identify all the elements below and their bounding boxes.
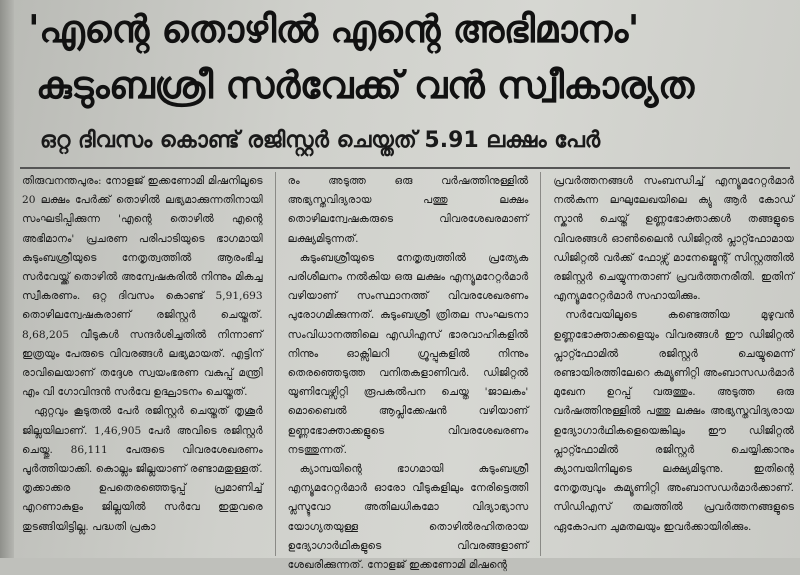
column-2	[287, 172, 529, 572]
headline-line-2: കുടുംബശ്രീ സർവേക്ക് വൻ സ്വീകാര്യത	[36, 63, 694, 107]
col2-paragraph-2: കുടുംബശ്രീയുടെ നേതൃത്വത്തിൽ പ്രത്യേക പരിശീലനം നൽകിയ ഒരു ലക്ഷം എന്യൂമറേറ്റർമാർ വഴിയാണ് സംസ്ഥാനത്ത് വിവരശേഖരണം പുരോഗമിക്കുന്നത്. കുടുംബശ്രീ ത്രിതല സംഘടനാ സംവിധാനത്തിലെ എഡിഎസ് ഭാരവാഹികളിൽ നിന്നും ഓക്സിലറി ഗ്രൂപ്പുകളിൽ നിന്നും തെരഞ്ഞെടുത്ത വനിതകളാണിവർ. ഡിജിറ്റൽ യൂണിവേഴ്സിറ്റി രൂപകൽപന ചെയ്ത 'ജാലകം' മൊബൈൽ ആപ്ലിക്കേഷൻ വഴിയാണ് ഉണ്ണഭോക്താക്കളുടെ വിവരശേഖരണം നടത്തുന്നത്.	[287, 251, 529, 456]
col1-paragraph-1: തിരുവനന്തപുരം: നോളജ് ഇക്കണോമി മിഷനിലൂടെ 20 ലക്ഷം പേർക്ക് തൊഴിൽ ലഭ്യമാക്കുന്നതിനായി സംഘടിപ്പിക്കുന്ന 'എന്റെ തൊഴിൽ എന്റെ അഭിമാനം' പ്രചരണ പരിപാടിയുടെ ഭാഗമായി കുടുംബശ്രീയുടെ നേതൃത്വത്തിൽ ആരംഭിച്ച സർവേയ്ക്ക് തൊഴിൽ അന്വേഷകരിൽ നിന്നും മികച്ച സ്വീകരണം. ഒറ്റ ദിവസം കൊണ്ട് 5,91,693 തൊഴിലന്വേഷകരാണ് രജിസ്റ്റർ ചെയ്തത്. 8,68,205 വീടുകൾ സന്ദർശിച്ചതിൽ നിന്നാണ് ഇത്രയും പേരുടെ വിവരങ്ങൾ ലഭ്യമായത്. എട്ടിന് രാവിലെയാണ് തദ്ദേശ സ്വയംഭരണ വകുപ്പ് മന്ത്രി എം വി ഗോവിന്ദൻ സർവേ ഉദ്ഘാടനം ചെയ്തത്.	[22, 175, 263, 399]
col3-paragraph-2: സർവേയിലൂടെ കണ്ടെത്തിയ മുഴുവൻ ഉണ്ണഭോക്താക്കളെയും വിവരങ്ങൾ ഈ ഡിജിറ്റൽ പ്ലാറ്റ്ഫോമിൽ രജിസ്റ്റർ ചെയ്യുമെന്ന് രണ്ടായിരത്തിലേറെ കമ്യൂണിറ്റി അംബാസഡർമാർ മുഖേന ഉറപ്പ് വരുത്തും. അടുത്ത ഒരു വർഷത്തിനുള്ളിൽ പത്തു ലക്ഷം അഭ്യസ്തവിദ്യരായ ഉദ്യോഗാർഥികളെയെങ്കിലും ഈ ഡിജിറ്റൽ പ്ലാറ്റ്ഫോമിൽ രജിസ്റ്റർ ചെയ്യിക്കാനും ക്യാമ്പയിനിലൂടെ ലക്ഷ്യമിടുന്നു. ഇതിന്റെ നേതൃത്വവും കമ്യൂണിറ്റി അംബാസഡർമാർക്കാണ്. സിഡിഎസ് തലത്തിൽ പ്രവർത്തനങ്ങളുടെ ഏകോപന ചുമതലയും ഇവർക്കായിരിക്കും.	[553, 309, 795, 533]
column-1	[22, 172, 263, 556]
column-3	[553, 172, 794, 556]
col1-paragraph-2: ഏറ്റവും കൂടുതൽ പേർ രജിസ്റ്റർ ചെയ്തത് തൃശൂർ ജില്ലയിലാണ്. 1,46,905 പേർ അവിടെ രജിസ്റ്റർ ചെയ്തു. 86,111 പേരുടെ വിവരശേഖരണം പൂർത്തിയാക്കി. കൊല്ലം ജില്ലയാണ് രണ്ടാമതുള്ളത്. തൃക്കാക്കര ഉപതെരഞ്ഞെടുപ്പ് പ്രമാണിച്ച് എറണാകുളം ജില്ലയിൽ സർവേ ഇതുവരെ തുടങ്ങിയിട്ടില്ല. പദ്ധതി പ്രകാ	[22, 405, 263, 533]
page-fold-shadow	[0, 0, 14, 558]
col3-paragraph-1: പ്രവർത്തനങ്ങൾ സംബന്ധിച്ച് എന്യൂമറേറ്റർമാർ നൽകുന്ന ലഘുലേഖയിലെ ക്യു ആർ കോഡ് സ്കാൻ ചെയ്ത് ഉണ്ണഭോക്താക്കൾ തങ്ങളുടെ വിവരങ്ങൾ ഓൺലൈൻ ഡിജിറ്റൽ പ്ലാറ്റ്ഫോമായ ഡിജിറ്റൽ വർക്ക് ഫോഴ്സ് മാനേജ്മെന്റ് സിസ്റ്റത്തിൽ രജിസ്റ്റർ ചെയ്യുന്നതാണ് പ്രവർത്തനരീതി. ഇതിന് എന്യൂമറേറ്റർമാർ സഹായിക്കും.	[553, 175, 795, 303]
headline-line-1: 'എന്റെ തൊഴിൽ എന്റെ അഭിമാനം'	[28, 7, 639, 51]
column-divider	[540, 172, 541, 556]
column-divider	[275, 172, 276, 556]
col2-paragraph-3: ക്യാമ്പയിന്റെ ഭാഗമായി കുടുംബശ്രീ എന്യൂമറേറ്റർമാർ ഓരോ വീടുകളിലും നേരിട്ടെത്തി പ്ലസ്ടുവോ അതിലധികമോ വിദ്യാഭ്യാസ യോഗ്യതയുള്ള തൊഴിൽരഹിതരായ ഉദ്യോഗാർഥികളുടെ വിവരങ്ങളാണ് ശേഖരിക്കുന്നത്. നോളജ് ഇക്കണോമി മിഷന്റെ	[287, 463, 529, 572]
subheadline: ഒറ്റ ദിവസം കൊണ്ട് രജിസ്റ്റർ ചെയ്തത് 5.91 ലക്ഷം പേർ	[40, 128, 601, 153]
article-body	[22, 172, 795, 572]
headline-rule	[20, 167, 790, 169]
col2-paragraph-1: രം അടുത്ത ഒരു വർഷത്തിനുള്ളിൽ അഭ്യസ്തവിദ്യരായ പത്തു ലക്ഷം തൊഴിലന്വേഷകരുടെ വിവരശേഖരമാണ് ലക്ഷ്യമിടുന്നത്.	[287, 175, 529, 245]
